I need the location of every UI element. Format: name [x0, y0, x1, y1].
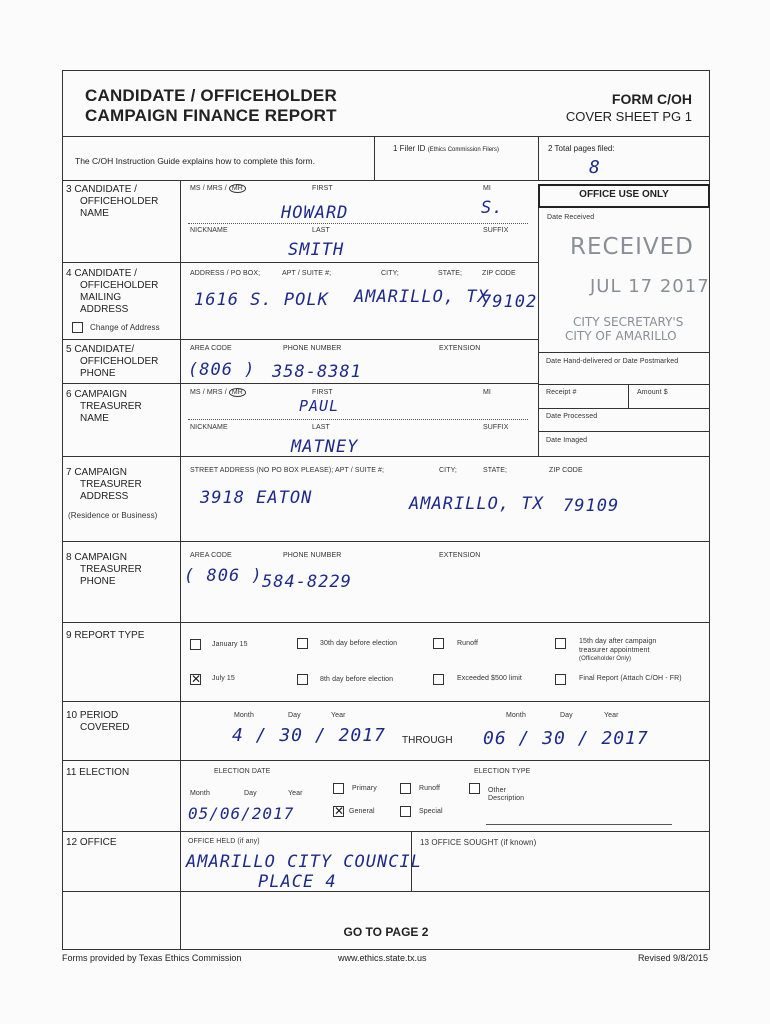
change-of-address-label: Change of Address	[90, 323, 160, 332]
divider	[62, 136, 710, 137]
election-type-label: ELECTION TYPE	[474, 768, 531, 775]
form-id: FORM C/OH	[611, 91, 692, 107]
section9-label: 9 REPORT TYPE	[66, 630, 145, 641]
area-code-label: AREA CODE	[190, 552, 232, 559]
ms-mrs-label: MS / MRS / MR	[190, 389, 246, 396]
primary-label: Primary	[352, 785, 377, 792]
runoff-checkbox[interactable]	[433, 638, 444, 649]
ms-mrs-label: MS / MRS / MR	[190, 185, 246, 192]
received-stamp-date: JUL 17 2017	[590, 276, 710, 297]
divider	[62, 456, 710, 457]
divider	[188, 419, 528, 420]
divider	[538, 136, 539, 180]
nickname-label: NICKNAME	[190, 227, 228, 234]
zip-label: ZIP CODE	[549, 467, 583, 474]
candidate-zip[interactable]: 79102	[481, 292, 538, 312]
other-checkbox[interactable]	[469, 783, 480, 794]
date-processed-label: Date Processed	[546, 413, 598, 420]
first-name-label: FIRST	[312, 185, 333, 192]
divider	[538, 352, 710, 353]
total-pages-value[interactable]: 8	[589, 157, 601, 178]
mi-label: MI	[483, 185, 491, 192]
month-label: Month	[506, 712, 526, 719]
period-from-date[interactable]: 4 / 30 / 2017	[232, 725, 386, 746]
treasurer-area-code[interactable]: ( 806 )	[184, 566, 263, 586]
office-held-label: OFFICE HELD (if any)	[188, 838, 260, 845]
section12-label: 12 OFFICE	[66, 837, 117, 848]
day30-checkbox[interactable]	[297, 638, 308, 649]
day30-label: 30th day before election	[320, 640, 398, 647]
year-label: Year	[604, 712, 619, 719]
other-description-line	[486, 824, 672, 825]
period-to-date[interactable]: 06 / 30 / 2017	[483, 728, 649, 749]
divider	[62, 180, 710, 181]
section4-label: 4 CANDIDATE / OFFICEHOLDER MAILING ADDRESS	[66, 268, 159, 315]
section11-label: 11 ELECTION	[66, 767, 130, 778]
section6-label: 6 CAMPAIGN TREASURER NAME	[66, 389, 142, 424]
received-stamp: RECEIVED	[570, 234, 694, 260]
treasurer-city-state[interactable]: AMARILLO, TX	[409, 494, 544, 514]
day-label: Day	[288, 712, 301, 719]
divider	[538, 408, 710, 409]
extension-label: EXTENSION	[439, 345, 481, 352]
extension-label: EXTENSION	[439, 552, 481, 559]
day15-checkbox[interactable]	[555, 638, 566, 649]
divider	[62, 891, 710, 892]
special-label: Special	[419, 808, 443, 815]
total-pages-label: 2 Total pages filed:	[548, 144, 615, 153]
filer-id-label: 1 Filer ID (Ethics Commission Filers)	[393, 144, 500, 153]
section8-label: 8 CAMPAIGN TREASURER PHONE	[66, 552, 142, 587]
divider	[62, 339, 538, 340]
suffix-label: SUFFIX	[483, 424, 509, 431]
date-received-label: Date Received	[547, 214, 595, 221]
divider	[62, 622, 710, 623]
final-report-checkbox[interactable]	[555, 674, 566, 685]
apt-label: APT / SUITE #;	[282, 270, 332, 277]
day15-label: 15th day after campaign treasurer appointment (Officeholder Only)	[579, 638, 657, 662]
amount-label: Amount $	[637, 389, 668, 396]
date-imaged-label: Date Imaged	[546, 437, 588, 444]
candidate-phone[interactable]: 358-8381	[272, 362, 362, 382]
divider	[62, 383, 538, 384]
section10-label: 10 PERIOD COVERED	[66, 710, 130, 733]
footer-url[interactable]: www.ethics.state.tx.us	[338, 953, 427, 963]
day-label: Day	[560, 712, 573, 719]
election-date-label: ELECTION DATE	[214, 768, 271, 775]
year-label: Year	[288, 790, 303, 797]
footer-provided-by: Forms provided by Texas Ethics Commission	[62, 953, 242, 963]
month-label: Month	[190, 790, 210, 797]
runoff-checkbox[interactable]	[400, 783, 411, 794]
residence-business-note: (Residence or Business)	[68, 511, 158, 520]
office-sought-label: 13 OFFICE SOUGHT (if known)	[420, 838, 537, 847]
day8-checkbox[interactable]	[297, 674, 308, 685]
final-report-label: Final Report (Attach C/OH - FR)	[579, 675, 682, 682]
footer-revised: Revised 9/8/2015	[637, 953, 708, 963]
candidate-area-code[interactable]: (806 )	[188, 360, 256, 380]
phone-number-label: PHONE NUMBER	[283, 552, 342, 559]
first-name-label: FIRST	[312, 389, 333, 396]
state-label: STATE;	[438, 270, 463, 277]
divider	[538, 384, 710, 385]
instruction-text: The C/OH Instruction Guide explains how to complete this form.	[75, 156, 315, 166]
primary-checkbox[interactable]	[333, 783, 344, 794]
section5-label: 5 CANDIDATE/ OFFICEHOLDER PHONE	[66, 344, 159, 379]
change-of-address-checkbox[interactable]	[72, 322, 83, 333]
stamp-city-secretary: CITY SECRETARY'S	[573, 315, 684, 329]
runoff-label: Runoff	[457, 640, 479, 647]
year-label: Year	[331, 712, 346, 719]
divider	[62, 541, 710, 542]
treasurer-first-name[interactable]: PAUL	[299, 397, 340, 415]
section7-label: 7 CAMPAIGN TREASURER ADDRESS	[66, 467, 142, 502]
divider	[62, 701, 710, 702]
day-label: Day	[244, 790, 257, 797]
divider	[628, 384, 629, 408]
phone-number-label: PHONE NUMBER	[283, 345, 342, 352]
mr-circled: MR	[229, 388, 246, 397]
nickname-label: NICKNAME	[190, 424, 228, 431]
receipt-label: Receipt #	[546, 389, 577, 396]
day8-label: 8th day before election	[320, 676, 394, 683]
street-address-label: STREET ADDRESS (NO PO BOX PLEASE); APT / SUITE #;	[190, 467, 385, 474]
divider	[374, 136, 375, 180]
divider	[62, 760, 710, 761]
treasurer-phone[interactable]: 584-8229	[262, 572, 352, 592]
address-label: ADDRESS / PO BOX;	[190, 270, 261, 277]
january-15-label: January 15	[212, 641, 248, 648]
form-title-line2: CAMPAIGN FINANCE REPORT	[85, 106, 337, 125]
candidate-city-state[interactable]: AMARILLO, TX	[354, 287, 489, 307]
last-name-label: LAST	[312, 424, 330, 431]
divider	[62, 831, 710, 832]
candidate-mi[interactable]: S.	[481, 198, 504, 218]
through-label: THROUGH	[402, 735, 453, 746]
office-held-line2[interactable]: PLACE 4	[258, 872, 337, 892]
special-checkbox[interactable]	[400, 806, 411, 817]
july-15-checkbox-checked[interactable]	[190, 674, 201, 685]
general-label: General	[349, 808, 375, 815]
runoff-label: Runoff	[419, 785, 441, 792]
treasurer-last-name[interactable]: MATNEY	[291, 437, 359, 457]
general-checkbox-checked[interactable]	[333, 806, 344, 817]
divider	[538, 431, 710, 432]
exceeded-label: Exceeded $500 limit	[457, 675, 522, 682]
july-15-label: July 15	[212, 675, 235, 682]
mr-circled: MR	[229, 184, 246, 193]
divider	[62, 262, 538, 263]
city-label: CITY;	[381, 270, 399, 277]
treasurer-zip[interactable]: 79109	[563, 496, 620, 516]
treasurer-street[interactable]: 3918 EATON	[200, 488, 313, 508]
candidate-first-name[interactable]: HOWARD	[281, 203, 349, 223]
election-date[interactable]: 05/06/2017	[188, 804, 295, 823]
state-label: STATE;	[483, 467, 508, 474]
last-name-label: LAST	[312, 227, 330, 234]
divider	[180, 180, 181, 950]
city-label: CITY;	[439, 467, 457, 474]
candidate-last-name[interactable]: SMITH	[288, 240, 345, 260]
january-15-checkbox[interactable]	[190, 639, 201, 650]
area-code-label: AREA CODE	[190, 345, 232, 352]
section3-label: 3 CANDIDATE / OFFICEHOLDER NAME	[66, 184, 159, 219]
go-to-page-2: GO TO PAGE 2	[343, 925, 429, 939]
hand-delivered-label: Date Hand-delivered or Date Postmarked	[546, 358, 679, 365]
zip-label: ZIP CODE	[482, 270, 516, 277]
suffix-label: SUFFIX	[483, 227, 509, 234]
office-use-title: OFFICE USE ONLY	[579, 189, 669, 200]
divider	[188, 223, 528, 224]
form-title-line1: CANDIDATE / OFFICEHOLDER	[85, 86, 337, 105]
exceeded-checkbox[interactable]	[433, 674, 444, 685]
other-description-label: Other Description	[488, 787, 525, 802]
mi-label: MI	[483, 389, 491, 396]
candidate-address[interactable]: 1616 S. POLK	[194, 290, 329, 310]
month-label: Month	[234, 712, 254, 719]
stamp-city-amarillo: CITY OF AMARILLO	[565, 329, 677, 343]
office-held-line1[interactable]: AMARILLO CITY COUNCIL	[186, 852, 422, 872]
form-subtitle: COVER SHEET PG 1	[565, 109, 692, 124]
